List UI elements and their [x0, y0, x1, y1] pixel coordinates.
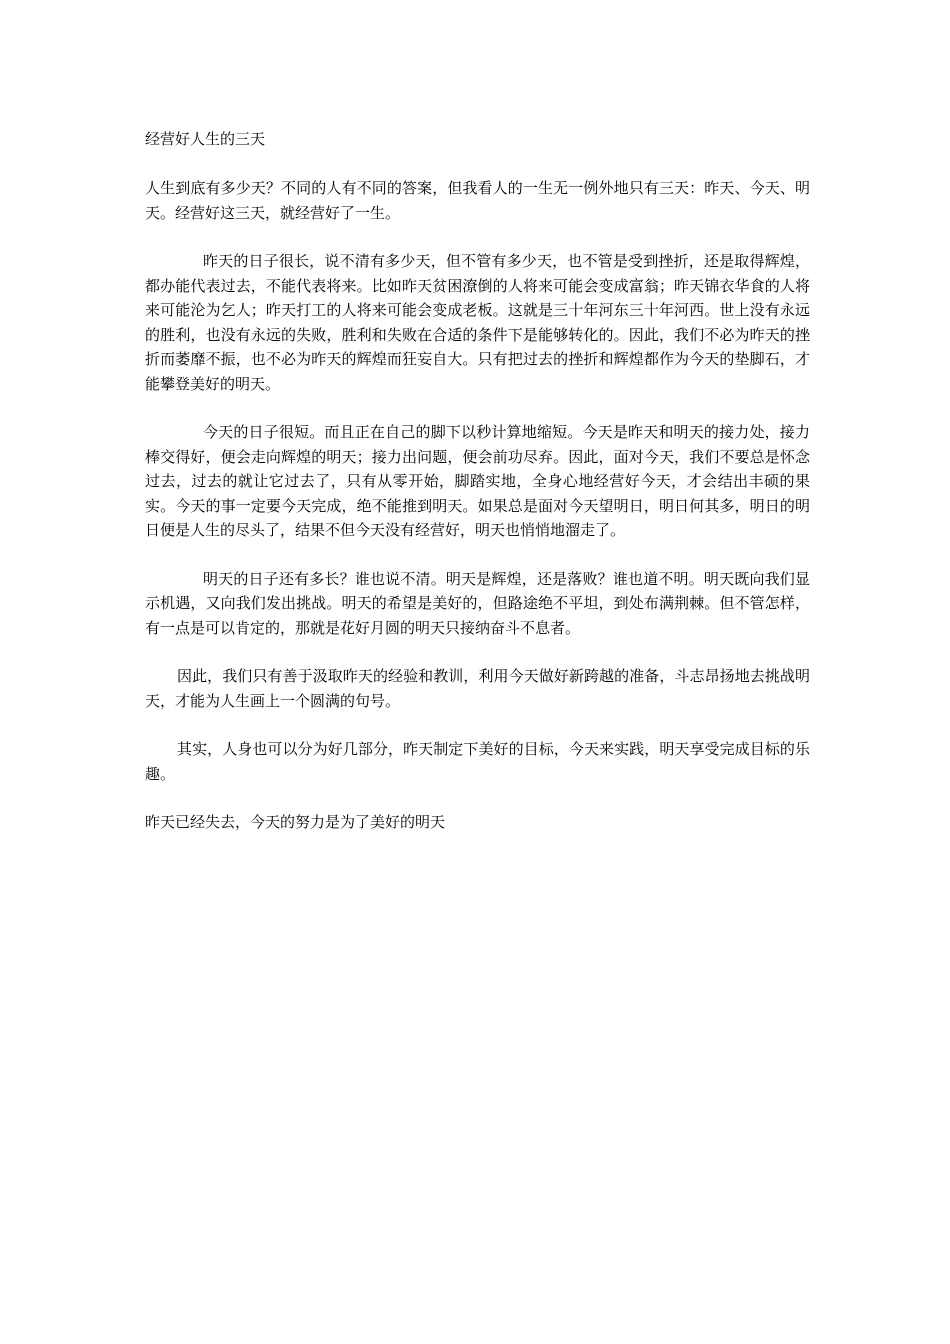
paragraph-therefore: 因此，我们只有善于汲取昨天的经验和教训，利用今天做好新跨越的准备，斗志昂扬地去挑战明天，才能为人生画上一个圆满的句号。: [145, 667, 810, 710]
document-title: 经营好人生的三天: [145, 130, 266, 148]
paragraph-in-fact: 其实，人身也可以分为好几部分，昨天制定下美好的目标，今天来实践，明天享受完成目标的乐趣。: [145, 740, 810, 783]
paragraph-today: 今天的日子很短。而且正在自己的脚下以秒计算地缩短。今天是昨天和明天的接力处，接力棒交得好，便会走向辉煌的明天；接力出问题，便会前功尽弃。因此，面对今天，我们不要总是怀念过去，过去的就让它过去了，只有从零开始，脚踏实地，全身心地经营好今天，才会结出丰硕的果实。今天的事一定要今天完成，绝不能推到明天。如果总是面对今天望明日，明日何其多，明日的明日便是人生的尽头了，结果不但今天没有经营好，明天也悄悄地溜走了。: [145, 423, 810, 539]
document-body: [145, 127, 810, 835]
paragraph-tomorrow: 明天的日子还有多长？谁也说不清。明天是辉煌，还是落败？谁也道不明。明天既向我们显示机遇，又向我们发出挑战。明天的希望是美好的，但路途绝不平坦，到处布满荆棘。但不管怎样，有一点是可以肯定的，那就是花好月圆的明天只接纳奋斗不息者。: [145, 569, 810, 637]
paragraph-yesterday: 昨天的日子很长，说不清有多少天，但不管有多少天，也不管是受到挫折，还是取得辉煌，都办能代表过去，不能代表将来。比如昨天贫困潦倒的人将来可能会变成富翁；昨天锦衣华食的人将来可能沦为乞人；昨天打工的人将来可能会变成老板。这就是三十年河东三十年河西。世上没有永远的胜利，也没有永远的失败，胜利和失败在合适的条件下是能够转化的。因此，我们不必为昨天的挫折而萎靡不振，也不必为昨天的辉煌而狂妄自大。只有把过去的挫折和辉煌都作为今天的垫脚石，才能攀登美好的明天。: [145, 252, 810, 393]
paragraph-intro: 人生到底有多少天？不同的人有不同的答案，但我看人的一生无一例外地只有三天：昨天、今天、明天。经营好这三天，就经营好了一生。: [145, 179, 810, 222]
paragraph-closing: 昨天已经失去，今天的努力是为了美好的明天: [145, 813, 446, 831]
